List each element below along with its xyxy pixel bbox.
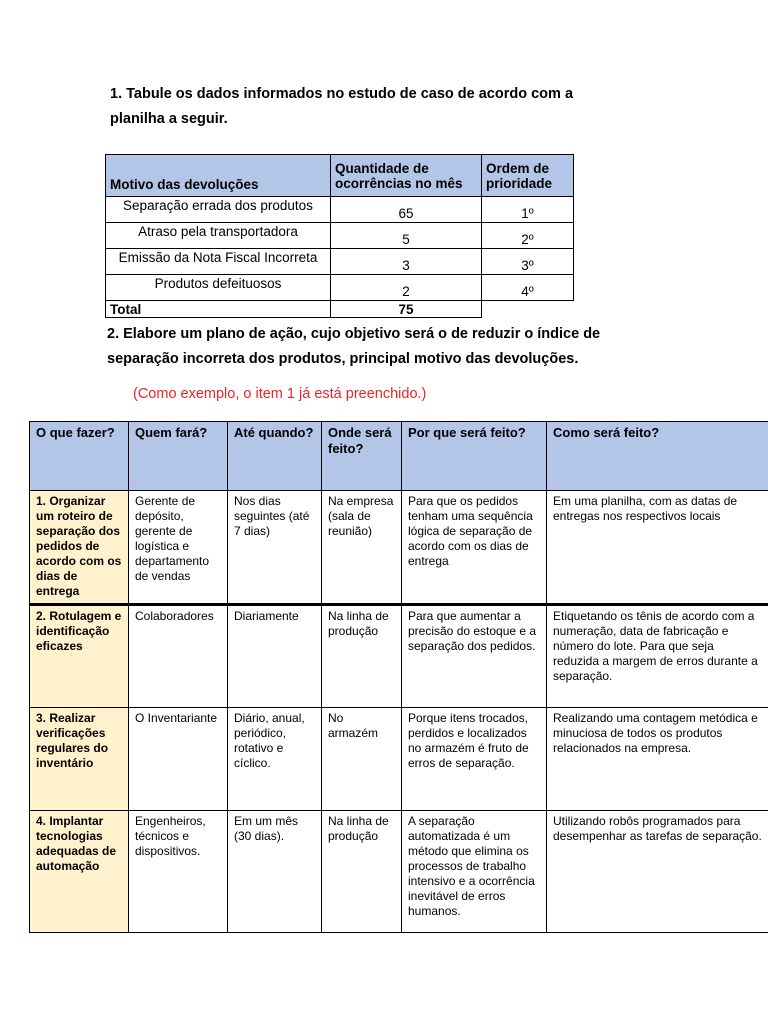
action-how-cell: Etiquetando os tênis de acordo com a numeração, data de fabricação e número do lote. Para que seja reduzida a margem de erros durante a separação.: [547, 605, 768, 708]
returns-table-header: [106, 155, 574, 197]
action-what-cell: 1. Organizar um roteiro de separação dos pedidos de acordo com os dias de entrega: [30, 491, 129, 605]
quantidade-cell: 3: [331, 249, 482, 275]
action-where-cell: Na linha de produção: [322, 811, 402, 933]
motivo-cell: Produtos defeituosos: [106, 275, 331, 301]
total-row: [106, 301, 574, 318]
header-onde: Onde será feito?: [322, 422, 402, 491]
action-who-cell: Colaboradores: [129, 605, 228, 708]
action-what-cell: 2. Rotulagem e identificação eficazes: [30, 605, 129, 708]
quantidade-cell: 65: [331, 197, 482, 223]
action-when-cell: Em um mês (30 dias).: [228, 811, 322, 933]
question-1-heading: [110, 82, 640, 132]
table-row: [30, 491, 768, 605]
question-1-line-2: planilha a seguir.: [110, 111, 228, 127]
ordem-cell: 2º: [482, 223, 574, 249]
question-2-heading: [107, 322, 667, 372]
action-how-cell: Em uma planilha, com as datas de entregas nos respectivos locais: [547, 491, 768, 605]
table-row: [106, 275, 574, 301]
action-what-cell: 3. Realizar verificações regulares do inventário: [30, 708, 129, 811]
header-ordem: Ordem de prioridade: [482, 155, 574, 197]
action-why-cell: Para que aumentar a precisão do estoque e a separação dos pedidos.: [402, 605, 547, 708]
question-2-line-2: separação incorreta dos produtos, principal motivo das devoluções.: [107, 351, 579, 367]
action-how-cell: Realizando uma contagem metódica e minuciosa de todos os produtos relacionados na empresa.: [547, 708, 768, 811]
header-ate-quando: Até quando?: [228, 422, 322, 491]
ordem-cell: 4º: [482, 275, 574, 301]
ordem-cell: 1º: [482, 197, 574, 223]
question-2-line-1: 2. Elabore um plano de ação, cujo objetivo será o de reduzir o índice de: [107, 326, 601, 342]
action-who-cell: Gerente de depósito, gerente de logística e departamento de vendas: [129, 491, 228, 605]
action-why-cell: Porque itens trocados, perdidos e localizados no armazém é fruto de erros de separação.: [402, 708, 547, 811]
action-what-cell: 4. Implantar tecnologias adequadas de automação: [30, 811, 129, 933]
motivo-cell: Atraso pela transportadora: [106, 223, 331, 249]
table-row: [30, 605, 768, 708]
question-1-line-1: 1. Tabule os dados informados no estudo de caso de acordo com a: [110, 86, 574, 102]
action-where-cell: Na empresa (sala de reunião): [322, 491, 402, 605]
action-when-cell: Diariamente: [228, 605, 322, 708]
action-how-cell: Utilizando robôs programados para desempenhar as tarefas de separação.: [547, 811, 768, 933]
table-row: [106, 197, 574, 223]
returns-table: [105, 154, 574, 318]
table-row: [30, 811, 768, 933]
action-where-cell: No armazém: [322, 708, 402, 811]
header-quantidade: Quantidade de ocorrências no mês: [331, 155, 482, 197]
action-when-cell: Diário, anual, periódico, rotativo e cíclico.: [228, 708, 322, 811]
total-empty-cell: [482, 301, 574, 318]
total-value: 75: [331, 301, 482, 318]
table-row: [106, 223, 574, 249]
header-motivo: Motivo das devoluções: [106, 155, 331, 197]
action-who-cell: O Inventariante: [129, 708, 228, 811]
table-row: [106, 249, 574, 275]
action-why-cell: Para que os pedidos tenham uma sequência lógica de separação de acordo com os dias de entrega: [402, 491, 547, 605]
header-quem-fara: Quem fará?: [129, 422, 228, 491]
action-why-cell: A separação automatizada é um método que elimina os processos de trabalho intensivo e a ocorrência inevitável de erros humanos.: [402, 811, 547, 933]
motivo-cell: Emissão da Nota Fiscal Incorreta: [106, 249, 331, 275]
motivo-cell: Separação errada dos produtos: [106, 197, 331, 223]
example-note: (Como exemplo, o item 1 já está preenchido.): [133, 386, 427, 402]
table-row: [30, 708, 768, 811]
action-plan-header: [30, 422, 768, 491]
quantidade-cell: 2: [331, 275, 482, 301]
header-por-que: Por que será feito?: [402, 422, 547, 491]
header-como: Como será feito?: [547, 422, 768, 491]
action-where-cell: Na linha de produção: [322, 605, 402, 708]
action-when-cell: Nos dias seguintes (até 7 dias): [228, 491, 322, 605]
ordem-cell: 3º: [482, 249, 574, 275]
total-label: Total: [106, 301, 331, 318]
quantidade-cell: 5: [331, 223, 482, 249]
header-o-que-fazer: O que fazer?: [30, 422, 129, 491]
action-plan-table: [29, 421, 768, 933]
action-who-cell: Engenheiros, técnicos e dispositivos.: [129, 811, 228, 933]
